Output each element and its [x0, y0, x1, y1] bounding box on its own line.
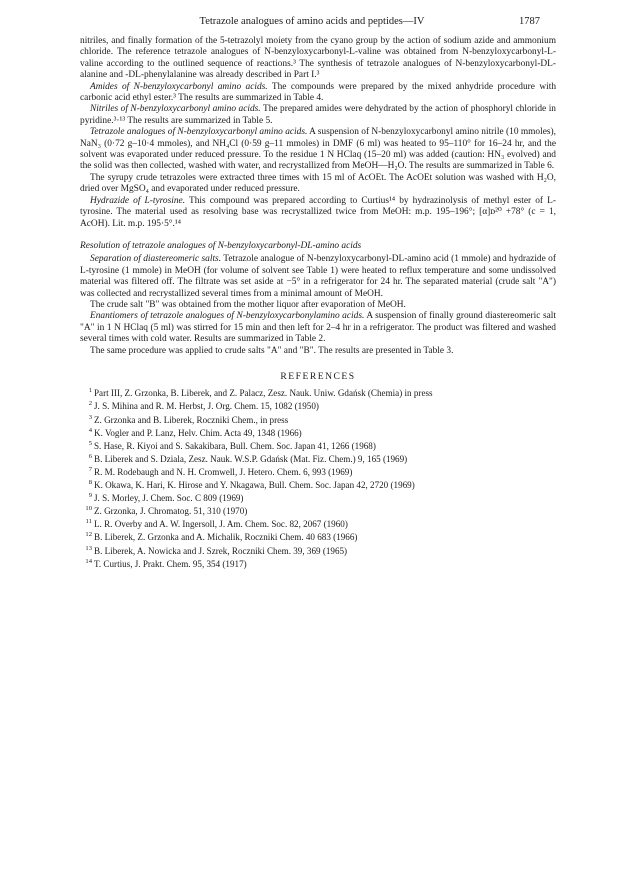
- reference-number: 12: [85, 531, 92, 539]
- reference-text: B. Liberek, A. Nowicka and J. Szrek, Roczniki Chem. 39, 369 (1965): [94, 545, 348, 556]
- reference-number: 3: [88, 413, 92, 421]
- reference-item: [80, 532, 556, 544]
- paragraph-text: Tetrazole analogue of N-benzyloxycarbonyl-DL-amino acid (1 mmole) and hydrazide of L-tyrosine (1 mmole) in MeOH (for volume of solvent see Table 1) were heated to reflux temperature and some undissolved material was filtered off. The filtrate was set aside at −5° in a refrigerator for 24 hr. The separated material (crude salt "A") was collected and recrystallized several times from a minimal amount of MeOH.: [80, 254, 556, 299]
- reference-item: [80, 454, 556, 466]
- reference-item: [80, 493, 556, 505]
- paragraph-heading: Separation of diastereomeric salts.: [90, 254, 222, 265]
- body-text: [80, 36, 556, 572]
- reference-number: 11: [85, 518, 92, 526]
- paragraph-heading: Hydrazide of L-tyrosine.: [90, 195, 186, 206]
- paragraph-tetrazole-analogues: [80, 127, 556, 173]
- reference-list: [80, 388, 556, 570]
- paragraph-text: A suspension of N-benzyloxycarbonyl amino nitrile (10 mmoles), NaN₃ (0·72 g–10·4 mmoles), and NH₄Cl (0·59 g–11 mmoles) in DMF (6 ml) was heated to 95–110° for 16–24 hr, and the solvent was evaporated under reduced pressure. To the residue 1 N HClaq (15–20 ml) was added (caution: HN₃ evolved) and the solid was then collected, washed with water, and recrystallized from MeOH—H₂O. The results are summarized in Table 6.: [80, 127, 556, 172]
- reference-number: 13: [85, 544, 92, 552]
- reference-text: Z. Grzonka and B. Liberek, Roczniki Chem., in press: [94, 414, 289, 425]
- running-title: Tetrazole analogues of amino acids and peptides—IV: [199, 16, 425, 27]
- paragraph-heading: Nitriles of N-benzyloxycarbonyl amino acids.: [90, 104, 261, 115]
- reference-number: 14: [85, 557, 92, 565]
- paragraph-extraction: The syrupy crude tetrazoles were extracted three times with 15 ml of AcOEt. The AcOEt solution was washed with H₂O, dried over MgSO₄ and evaporated under reduced pressure.: [80, 172, 556, 195]
- reference-number: 10: [85, 505, 92, 513]
- paragraph-hydrazide: [80, 196, 556, 230]
- reference-item: [80, 388, 556, 400]
- paragraph-enantiomers: [80, 311, 556, 345]
- reference-text: J. S. Mihina and R. M. Herbst, J. Org. Chem. 15, 1082 (1950): [94, 401, 319, 412]
- reference-number: 8: [88, 479, 92, 487]
- reference-number: 1: [88, 387, 92, 395]
- paragraph-heading: Amides of N-benzyloxycarbonyl amino acids.: [90, 81, 268, 92]
- references-heading: REFERENCES: [280, 370, 356, 382]
- reference-number: 5: [88, 439, 92, 447]
- reference-text: L. R. Overby and A. W. Ingersoll, J. Am. Chem. Soc. 82, 2067 (1960): [94, 519, 348, 530]
- reference-item: [80, 441, 556, 453]
- paragraph-text: A suspension of finally ground diastereomeric salt "A" in 1 N HClaq (5 ml) was stirred for 15 min and then left for 2–4 hr in a refrigerator. The product was filtered and washed several times with cold water. Results are summarized in Table 2.: [80, 311, 557, 345]
- reference-item: [80, 559, 556, 571]
- paragraph-same-procedure: The same procedure was applied to crude salts "A" and "B". The results are presented in Table 3.: [90, 345, 454, 356]
- reference-text: B. Liberek, Z. Grzonka and A. Michalik, Roczniki Chem. 40 683 (1966): [94, 532, 358, 543]
- running-head: [0, 16, 624, 32]
- reference-item: [80, 506, 556, 518]
- reference-number: 4: [88, 426, 92, 434]
- reference-text: K. Okawa, K. Hari, K. Hirose and Y. Nkagawa, Bull. Chem. Soc. Japan 42, 2720 (1969): [94, 480, 415, 491]
- reference-item: [80, 428, 556, 440]
- reference-item: [80, 546, 556, 558]
- paragraph-crude-salt-b: The crude salt "B" was obtained from the mother liquor after evaporation of MeOH.: [90, 299, 406, 310]
- reference-item: [80, 401, 556, 413]
- page-number: 1787: [519, 16, 540, 27]
- reference-number: 2: [88, 400, 92, 408]
- reference-number: 7: [88, 465, 92, 473]
- section-heading: Resolution of tetrazole analogues of N-benzyloxycarbonyl-DL-amino acids: [80, 240, 362, 251]
- reference-item: [80, 467, 556, 479]
- paragraph-text: The prepared amides were dehydrated by the action of phosphoryl chloride in pyridine.³·¹³ The results are summarized in Table 5.: [80, 104, 556, 126]
- reference-number: 6: [88, 452, 92, 460]
- paragraph-nitriles: [80, 104, 556, 127]
- reference-text: T. Curtius, J. Prakt. Chem. 95, 354 (1917): [94, 558, 247, 569]
- reference-text: R. M. Rodebaugh and N. H. Cromwell, J. Hetero. Chem. 6, 993 (1969): [94, 466, 353, 477]
- paragraph-separation: [80, 254, 556, 300]
- paragraph-text: The compounds were prepared by the mixed anhydride procedure with carbonic acid ethyl ester.³ The results are summarized in Table 4.: [80, 81, 557, 104]
- paragraph-intro: nitriles, and finally formation of the 5-tetrazolyl moiety from the cyano group by the action of sodium azide and ammonium chloride. The reference tetrazole analogues of N-benzyloxycarbonyl-L-valine was obtained from N-benzyloxycarbonyl-L-valine according to the outlined sequence of reactions.³ The synthesis of tetrazole analogues of N-benzyloxycarbonyl-DL-alanine and -DL-phenylalanine was already described in Part I.³: [80, 36, 556, 81]
- reference-item: [80, 519, 556, 531]
- reference-text: B. Liberek and S. Dziala, Zesz. Nauk. W.S.P. Gdańsk (Mat. Fiz. Chem.) 9, 165 (1969): [94, 453, 408, 464]
- reference-number: 9: [88, 492, 92, 500]
- reference-text: J. S. Morley, J. Chem. Soc. C 809 (1969): [94, 493, 244, 504]
- reference-text: S. Hase, R. Kiyoi and S. Sakakibara, Bull. Chem. Soc. Japan 41, 1266 (1968): [94, 440, 376, 451]
- reference-text: Z. Grzonka, J. Chromatog. 51, 310 (1970): [94, 506, 248, 517]
- paragraph-amides: [80, 82, 556, 105]
- reference-text: Part III, Z. Grzonka, B. Liberek, and Z. Palacz, Zesz. Nauk. Uniw. Gdańsk (Chemia) in press: [94, 388, 433, 399]
- reference-item: [80, 480, 556, 492]
- reference-item: [80, 415, 556, 427]
- paragraph-heading: Enantiomers of tetrazole analogues of N-benzyloxycarbonylamino acids.: [90, 311, 365, 322]
- reference-text: K. Vogler and P. Lanz, Helv. Chim. Acta 49, 1348 (1966): [94, 427, 302, 438]
- paragraph-text: This compound was prepared according to Curtius¹⁴ by hydrazinolysis of methyl ester of L-tyrosine. The material used as resolving base was recrystallized twice from MeOH: m.p. 195–196°; [α]ᴅ²⁰ +78° (c = 1, AcOH). Lit. m.p. 195·5°.¹⁴: [80, 195, 556, 229]
- paragraph-heading: Tetrazole analogues of N-benzyloxycarbonyl amino acids.: [90, 127, 308, 138]
